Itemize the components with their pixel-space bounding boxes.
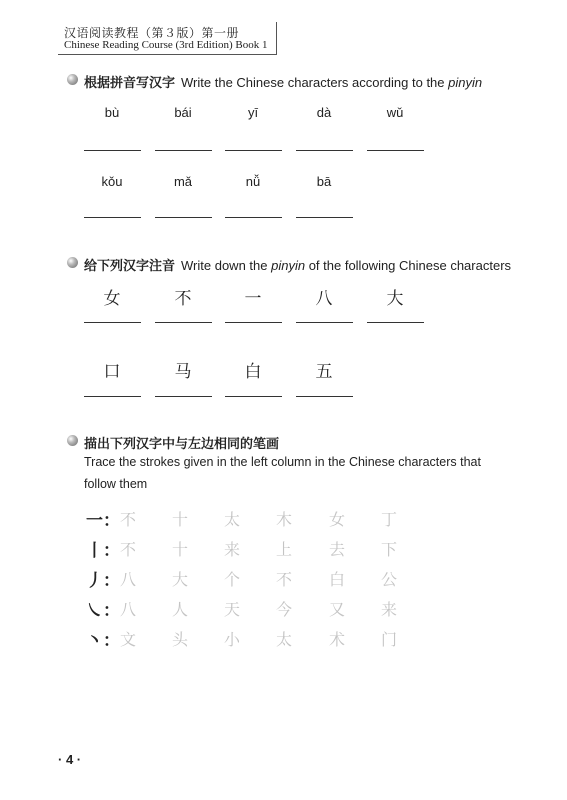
answer-blank[interactable] — [84, 322, 141, 323]
pinyin-prompt: nǚ — [245, 174, 261, 189]
section3-instruction: follow them — [84, 477, 148, 491]
trace-character[interactable]: 术 — [328, 630, 345, 649]
trace-character[interactable]: 人 — [171, 600, 188, 619]
trace-character[interactable]: 来 — [223, 540, 240, 559]
trace-character[interactable]: 大 — [171, 570, 188, 589]
character-prompt: 女 — [103, 289, 121, 309]
trace-character[interactable]: 八 — [119, 570, 136, 589]
answer-blank[interactable] — [296, 150, 353, 151]
answer-blank[interactable] — [155, 217, 212, 218]
trace-character[interactable]: 头 — [171, 630, 188, 649]
answer-blank[interactable] — [296, 322, 353, 323]
trace-character[interactable]: 女 — [328, 510, 345, 529]
section1-title-zh: 根据拼音写汉字 — [84, 76, 176, 91]
answer-blank[interactable] — [367, 150, 424, 151]
pinyin-prompt: dà — [316, 105, 332, 120]
stroke-label: 丨： — [86, 541, 120, 561]
trace-character[interactable]: 不 — [275, 570, 292, 589]
trace-character[interactable]: 下 — [380, 540, 397, 559]
stroke-label: 丶： — [86, 631, 120, 651]
character-prompt: 马 — [174, 362, 192, 382]
pinyin-prompt: kǒu — [101, 174, 123, 189]
trace-character[interactable]: 上 — [275, 540, 292, 559]
answer-blank[interactable] — [296, 217, 353, 218]
character-prompt: 五 — [315, 362, 333, 382]
bullet-icon — [67, 435, 78, 446]
answer-blank[interactable] — [225, 217, 282, 218]
character-prompt: 白 — [244, 362, 262, 382]
answer-blank[interactable] — [84, 217, 141, 218]
trace-character[interactable]: 去 — [328, 540, 345, 559]
section1-title-en: Write the Chinese characters according to the — [181, 75, 449, 90]
stroke-label: 丿： — [86, 571, 120, 591]
trace-character[interactable]: 丁 — [380, 510, 397, 529]
section2-title-en-pre: Write down the — [181, 258, 272, 273]
answer-blank[interactable] — [155, 396, 212, 397]
section3-instruction: Trace the strokes given in the left column in the Chinese characters that — [84, 455, 481, 469]
trace-character[interactable]: 不 — [119, 540, 136, 559]
answer-blank[interactable] — [155, 150, 212, 151]
trace-character[interactable]: 又 — [328, 600, 345, 619]
pinyin-prompt: bā — [316, 174, 332, 189]
answer-blank[interactable] — [155, 322, 212, 323]
page-number: · 4 · — [58, 752, 82, 767]
character-prompt: 一 — [244, 289, 262, 309]
trace-character[interactable]: 不 — [119, 510, 136, 529]
trace-character[interactable]: 八 — [119, 600, 136, 619]
trace-character[interactable]: 来 — [380, 600, 397, 619]
section3-title-zh: 描出下列汉字中与左边相同的笔画 — [84, 437, 280, 452]
section1-title-em: pinyin — [448, 75, 483, 90]
answer-blank[interactable] — [296, 396, 353, 397]
trace-character[interactable]: 白 — [328, 570, 345, 589]
trace-character[interactable]: 木 — [275, 510, 292, 529]
header-title-zh: 汉语阅读教程（第３版）第一册 — [64, 26, 240, 40]
answer-blank[interactable] — [84, 150, 141, 151]
stroke-label: ㇏： — [86, 601, 120, 621]
section1-title — [84, 72, 482, 91]
header-title-en: Chinese Reading Course (3rd Edition) Book 1 — [64, 39, 268, 51]
stroke-label: 一： — [86, 511, 120, 531]
answer-blank[interactable] — [225, 322, 282, 323]
pinyin-prompt: bái — [174, 105, 192, 120]
section3-title — [84, 433, 285, 452]
character-prompt: 大 — [386, 289, 404, 309]
pinyin-prompt: bù — [104, 105, 120, 120]
character-prompt: 口 — [103, 362, 121, 382]
trace-character[interactable]: 门 — [380, 630, 397, 649]
trace-character[interactable]: 公 — [380, 570, 397, 589]
character-prompt: 不 — [174, 289, 192, 309]
section2-title-em: pinyin — [271, 258, 306, 273]
pinyin-prompt: yī — [247, 105, 259, 120]
book-header — [58, 22, 277, 55]
trace-character[interactable]: 十 — [171, 510, 188, 529]
section2-title — [84, 255, 511, 274]
answer-blank[interactable] — [225, 150, 282, 151]
bullet-icon — [67, 257, 78, 268]
trace-character[interactable]: 天 — [223, 600, 240, 619]
trace-character[interactable]: 十 — [171, 540, 188, 559]
pinyin-prompt: mǎ — [173, 174, 193, 189]
section2-title-en-post: of the following Chinese characters — [305, 258, 512, 273]
trace-character[interactable]: 太 — [275, 630, 292, 649]
character-prompt: 八 — [315, 289, 333, 309]
trace-character[interactable]: 太 — [223, 510, 240, 529]
answer-blank[interactable] — [367, 322, 424, 323]
trace-character[interactable]: 小 — [223, 630, 240, 649]
answer-blank[interactable] — [84, 396, 141, 397]
answer-blank[interactable] — [225, 396, 282, 397]
section2-title-zh: 给下列汉字注音 — [84, 259, 176, 274]
trace-character[interactable]: 个 — [223, 570, 240, 589]
trace-character[interactable]: 今 — [275, 600, 292, 619]
bullet-icon — [67, 74, 78, 85]
pinyin-prompt: wǔ — [386, 105, 404, 120]
trace-character[interactable]: 文 — [119, 630, 136, 649]
